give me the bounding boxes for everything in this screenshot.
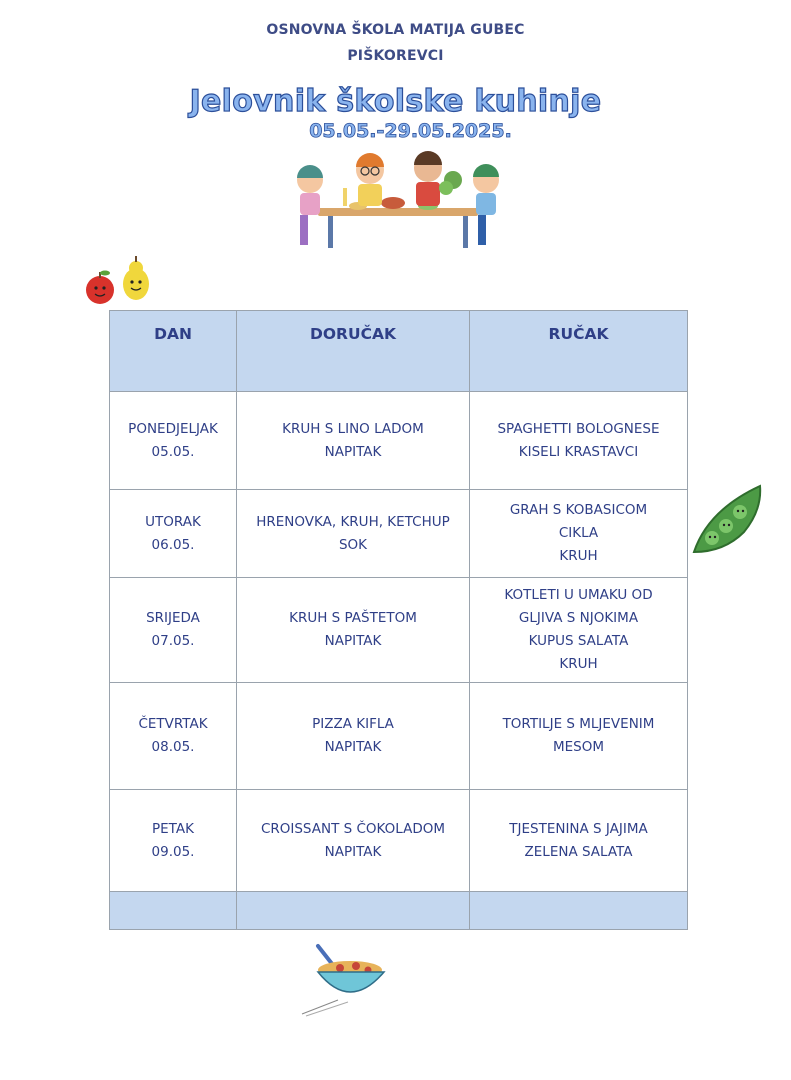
day-name: PONEDJELJAK [128, 420, 218, 437]
day-cell [110, 683, 237, 790]
day-date: 07.05. [151, 633, 195, 649]
lunch-item: CIKLA [558, 525, 599, 541]
table-row [110, 683, 688, 790]
breakfast-item: PIZZA KIFLA [312, 716, 394, 732]
lunch-cell [470, 683, 688, 790]
day-cell [110, 578, 237, 683]
breakfast-item: SOK [338, 536, 368, 553]
day-name: SRIJEDA [146, 610, 200, 626]
pasta-bowl-illustration [298, 940, 390, 1018]
school-name: OSNOVNA ŠKOLA MATIJA GUBEC [266, 22, 525, 38]
footer-cell [237, 892, 470, 930]
lunch-item: GRAH S KOBASICOM [509, 502, 648, 518]
day-date: 05.05. [151, 443, 195, 460]
table-header-row [110, 311, 688, 392]
lunch-item: GLJIVA S NJOKIMA [518, 610, 639, 626]
table-row [110, 490, 688, 578]
day-date: 08.05. [151, 739, 195, 755]
table-row [110, 578, 688, 683]
day-cell [110, 392, 237, 490]
breakfast-item: NAPITAK [324, 443, 382, 460]
table-footer-row [110, 892, 688, 930]
breakfast-item: KRUH S PAŠTETOM [289, 610, 417, 626]
lunch-item: SPAGHETTI BOLOGNESE [497, 420, 660, 437]
day-date: 06.05. [151, 536, 195, 553]
breakfast-cell [237, 392, 470, 490]
breakfast-cell [237, 578, 470, 683]
breakfast-item: NAPITAK [324, 739, 382, 755]
lunch-item: KISELI KRASTAVCI [518, 443, 639, 460]
column-header-lunch: RUČAK [470, 311, 688, 392]
school-location: PIŠKOREVCI [347, 48, 444, 64]
lunch-item: KUPUS SALATA [528, 633, 629, 649]
column-header-day: DAN [110, 311, 237, 392]
lunch-cell [470, 790, 688, 892]
children-eating-illustration [288, 150, 508, 250]
column-header-breakfast: DORUČAK [237, 311, 470, 392]
day-name: UTORAK [145, 513, 201, 530]
breakfast-item: KRUH S LINO LADOM [282, 420, 424, 437]
lunch-cell [470, 392, 688, 490]
lunch-item: TORTILJE S MLJEVENIM [502, 716, 655, 732]
table-row [110, 392, 688, 490]
day-cell [110, 490, 237, 578]
breakfast-item: NAPITAK [324, 843, 382, 860]
lunch-cell [470, 490, 688, 578]
pea-pod-illustration [688, 480, 768, 562]
menu-title: Jelovnik školske kuhinje [189, 84, 602, 119]
lunch-item: TJESTENINA S JAJIMA [509, 820, 648, 837]
lunch-item: KRUH [559, 548, 598, 564]
menu-dates: 05.05.-29.05.2025. [309, 120, 512, 142]
breakfast-item: NAPITAK [324, 633, 382, 649]
footer-cell [470, 892, 688, 930]
breakfast-cell [237, 683, 470, 790]
menu-table [109, 310, 688, 930]
breakfast-cell [237, 790, 470, 892]
day-date: 09.05. [151, 843, 195, 860]
lunch-item: ZELENA SALATA [524, 843, 633, 860]
lunch-item: KOTLETI U UMAKU OD [504, 587, 653, 603]
day-name: ČETVRTAK [138, 716, 208, 732]
table-row [110, 790, 688, 892]
day-cell [110, 790, 237, 892]
breakfast-item: CROISSANT S ČOKOLADOM [260, 820, 446, 837]
breakfast-cell [237, 490, 470, 578]
footer-cell [110, 892, 237, 930]
lunch-item: MESOM [552, 739, 605, 755]
lunch-item: KRUH [559, 656, 598, 672]
breakfast-item: HRENOVKA, KRUH, KETCHUP [256, 513, 450, 530]
lunch-cell [470, 578, 688, 683]
apple-pear-illustration [80, 252, 160, 312]
day-name: PETAK [152, 820, 194, 837]
